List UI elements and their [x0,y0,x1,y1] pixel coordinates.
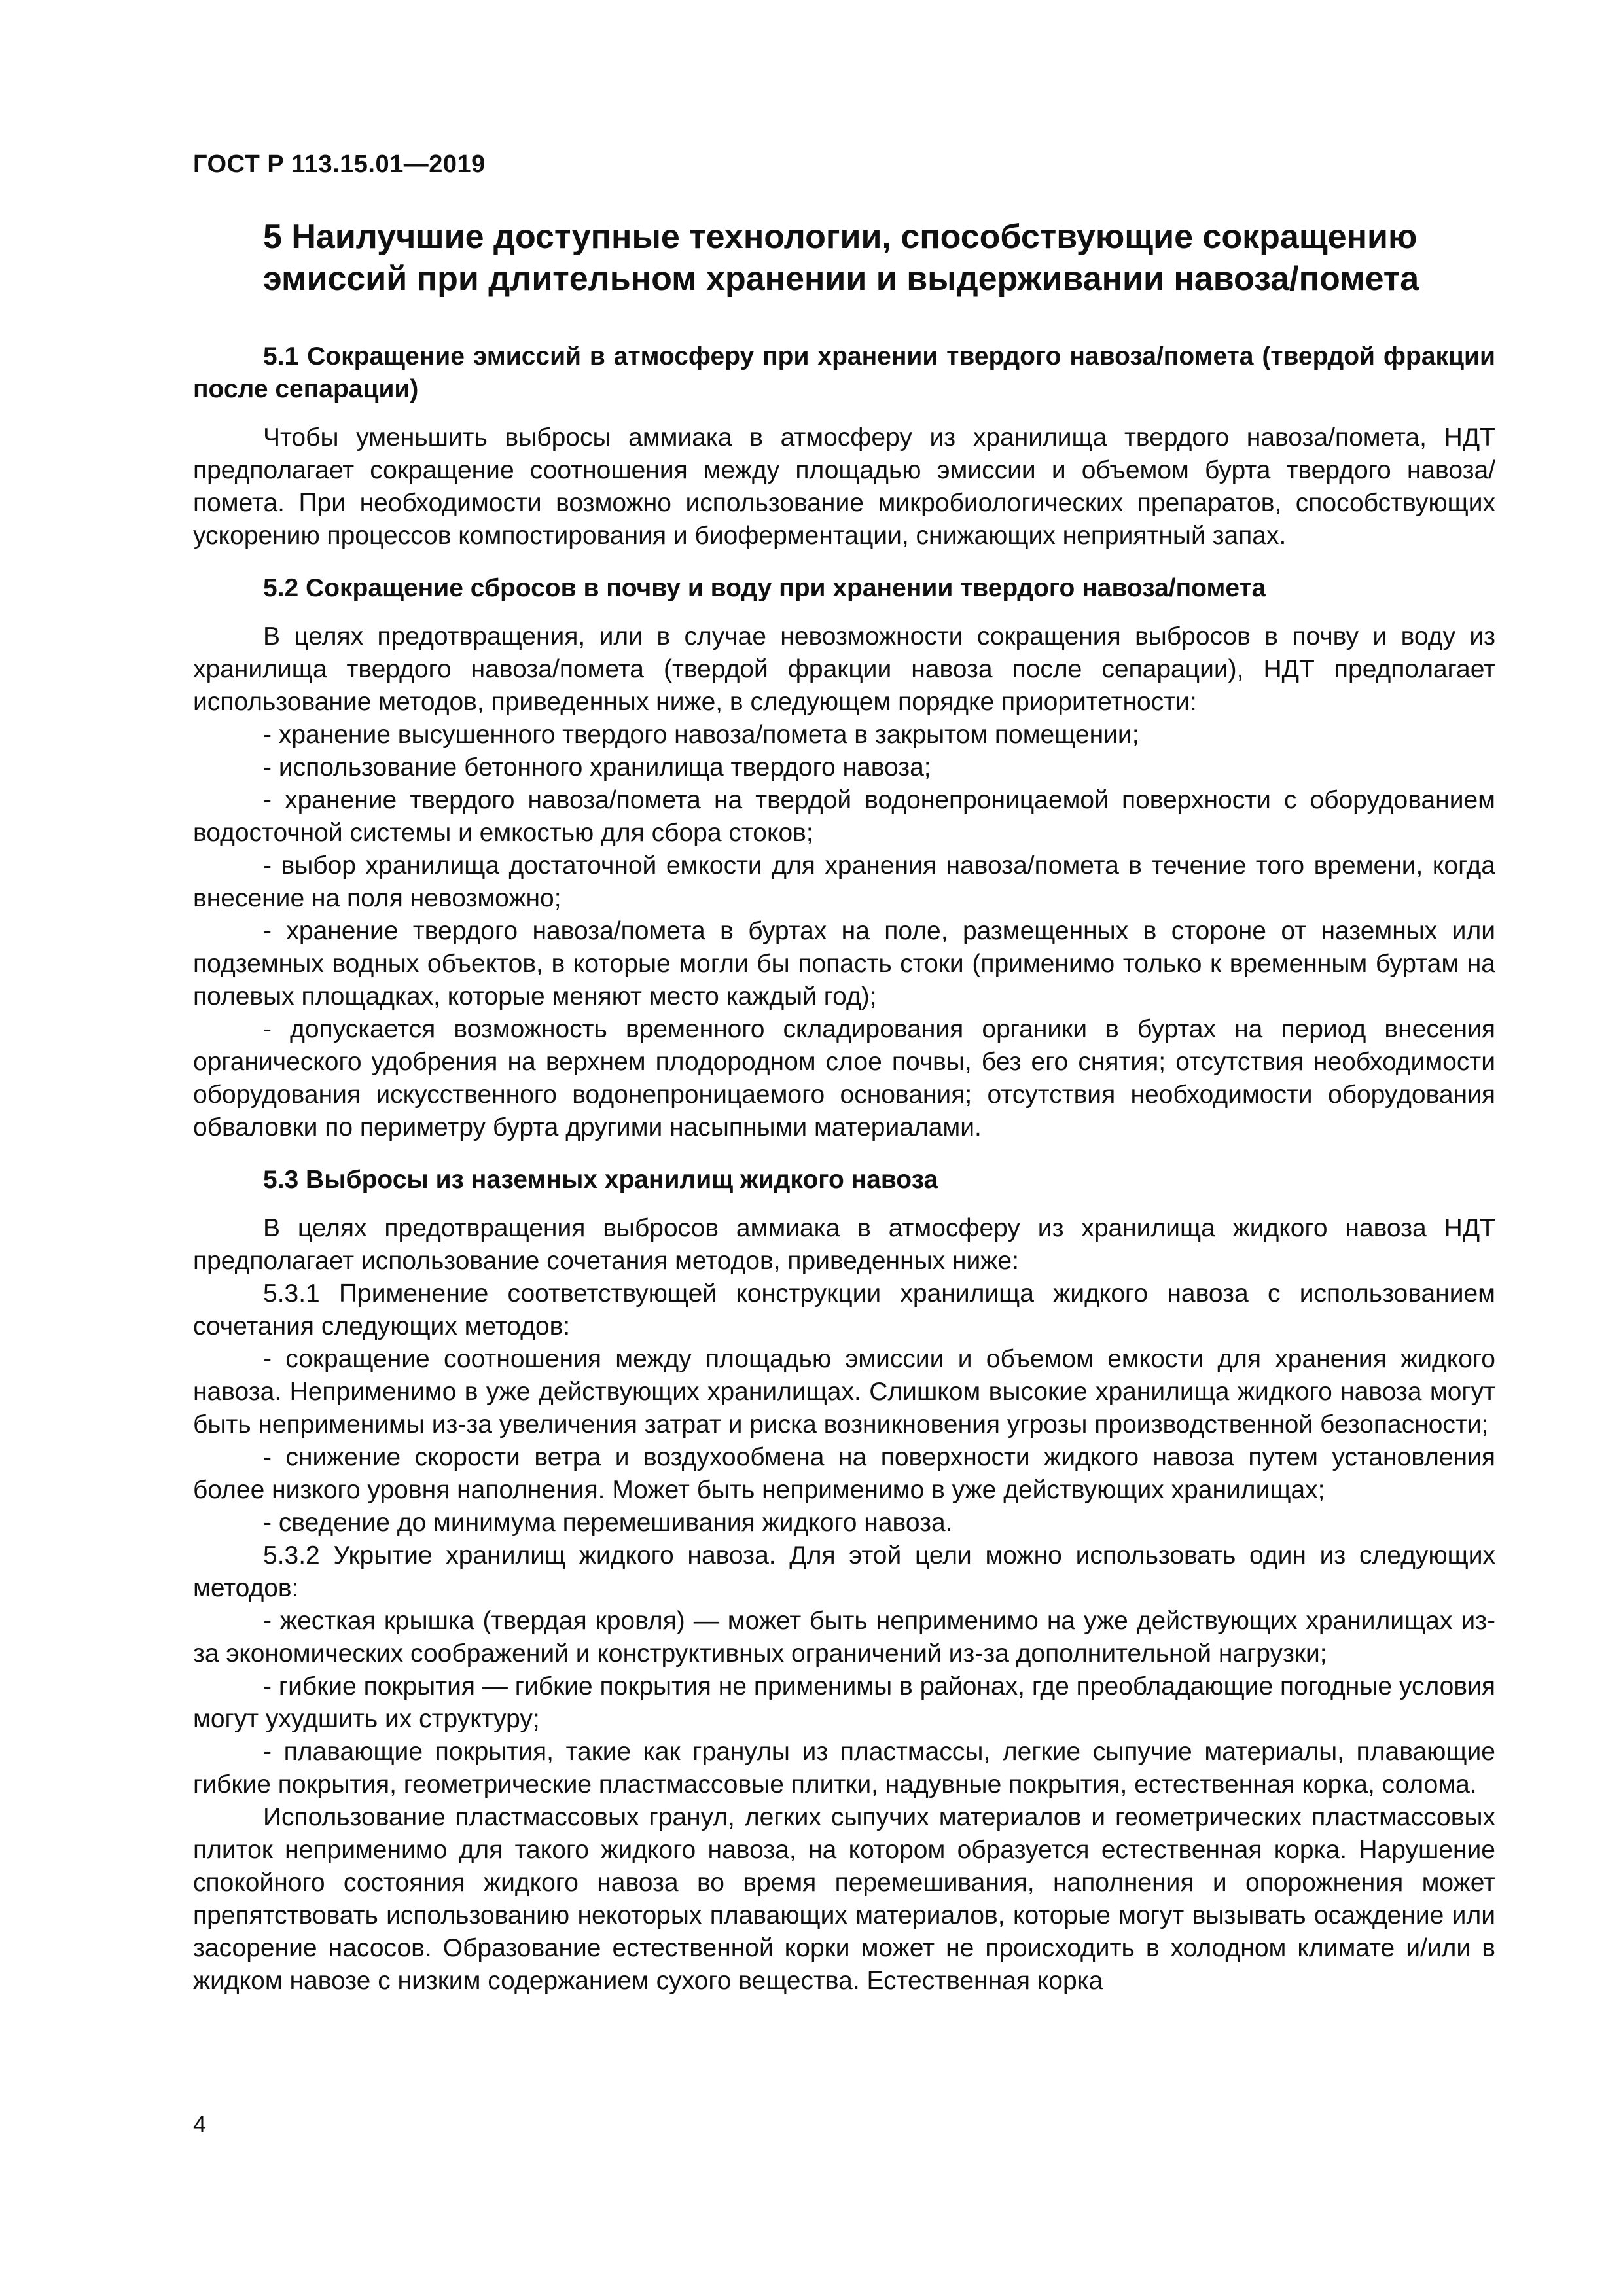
paragraph-5-3-2: 5.3.2 Укрытие хранилищ жидкого навоза. Для этой цели можно использовать один из следующих методов: [193,1541,1495,1602]
page-number: 4 [193,2111,207,2138]
list-item: - гибкие покрытия — гибкие покрытия не применимы в районах, где преобладающие погодные условия могут ухудшить их структуру; [193,1672,1495,1733]
paragraph-5-3-final: Использование пластмассовых гранул, легких сыпучих материалов и геометрических пластмассовых плиток неприменимо для такого жидкого навоза, на котором образуется естественная корка. Нарушение спокойного состояния жидкого навоза во время перемешивания, наполнения и опорожнения может препятствовать использованию некоторых плавающих материалов, которые могут вызывать осаждение или засорение насосов. Образование естественной корки может не происходить в холодном климате и/или в жидком навозе с низким содержанием сухого вещества. Естественная корка [193,1803,1495,1995]
paragraph-5-3-intro: В целях предотвращения выбросов аммиака в атмосферу из хранилища жидкого навоза НДТ предполагает использование сочетания методов, приведенных ниже: [193,1214,1495,1275]
list-item: - использование бетонного хранилища твердого навоза; [263,753,931,781]
list-item: - плавающие покрытия, такие как гранулы из пластмассы, легкие сыпучие материалы, плавающие гибкие покрытия, геометрические пластмассовые плитки, надувные покрытия, естественная корка, солома. [193,1738,1495,1799]
list-item: - хранение твердого навоза/помета в буртах на поле, размещенных в стороне от наземных или подземных водных объектов, в которые могли бы попасть стоки (применимо только к временным буртам на полевых площадках, которые меняют место каждый год); [193,917,1495,1011]
list-item: - допускается возможность временного складирования органики в буртах на период внесения органического удобрения на верхнем плодородном слое почвы, без его снятия; отсутствия необходимости оборудования искусственного водонепроницаемого основания; отсутствия необходимости оборудования обваловки по периметру бурта другими насыпными материалами. [193,1015,1495,1141]
list-item: - жесткая крышка (твердая кровля) — может быть неприменимо на уже действующих хранилищах из-за экономических соображений и конструктивных ограничений из-за дополнительной нагрузки; [193,1607,1495,1668]
paragraph-5-1: Чтобы уменьшить выбросы аммиака в атмосферу из хранилища твердого навоза/помета, НДТ предполагает сокращение соотношения между площадью эмиссии и объемом бурта твердого навоза/помета. При необходимости возможно использование микробиологических препаратов, способствующих ускорению процессов компостирования и биоферментации, снижающих неприятный запах. [193,423,1495,550]
document-code: ГОСТ Р 113.15.01—2019 [193,151,486,178]
list-item: - хранение высушенного твердого навоза/помета в закрытом помещении; [263,721,1139,749]
list-item: - сведение до минимума перемешивания жидкого навоза. [263,1509,953,1537]
list-item: - выбор хранилища достаточной емкости для хранения навоза/помета в течение того времени, когда внесение на поля невозможно; [193,852,1495,912]
list-item: - сокращение соотношения между площадью эмиссии и объемом емкости для хранения жидкого навоза. Неприменимо в уже действующих хранилищах. Слишком высокие хранилища жидкого навоза могут быть неприменимы из-за увеличения затрат и риска возникновения угрозы производственной безопасности; [193,1345,1495,1439]
list-item: - хранение твердого навоза/помета на твердой водонепроницаемой поверхности с оборудованием водосточной системы и емкостью для сбора стоков; [193,786,1495,847]
paragraph-5-3-1: 5.3.1 Применение соответствующей конструкции хранилища жидкого навоза с использованием сочетания следующих методов: [193,1280,1495,1340]
subsection-title-5-2: 5.2 Сокращение сбросов в почву и воду при хранении твердого навоза/помета [263,574,1266,602]
document-body [193,216,1495,1998]
section-title: 5 Наилучшие доступные технологии, способствующие сокращению эмиссий при длительном хранении и выдерживании навоза/помета [263,218,1419,298]
subsection-title-5-1: 5.1 Сокращение эмиссий в атмосферу при хранении твердого навоза/помета (твердой фракции после сепарации) [193,342,1495,403]
list-item: - снижение скорости ветра и воздухообмена на поверхности жидкого навоза путем установления более низкого уровня наполнения. Может быть неприменимо в уже действующих хранилищах; [193,1443,1495,1504]
subsection-title-5-3: 5.3 Выбросы из наземных хранилищ жидкого навоза [263,1166,938,1194]
paragraph-5-2-intro: В целях предотвращения, или в случае невозможности сокращения выбросов в почву и воду из хранилища твердого навоза/помета (твердой фракции навоза после сепарации), НДТ предполагает использование методов, приведенных ниже, в следующем порядке приоритетности: [193,622,1495,716]
